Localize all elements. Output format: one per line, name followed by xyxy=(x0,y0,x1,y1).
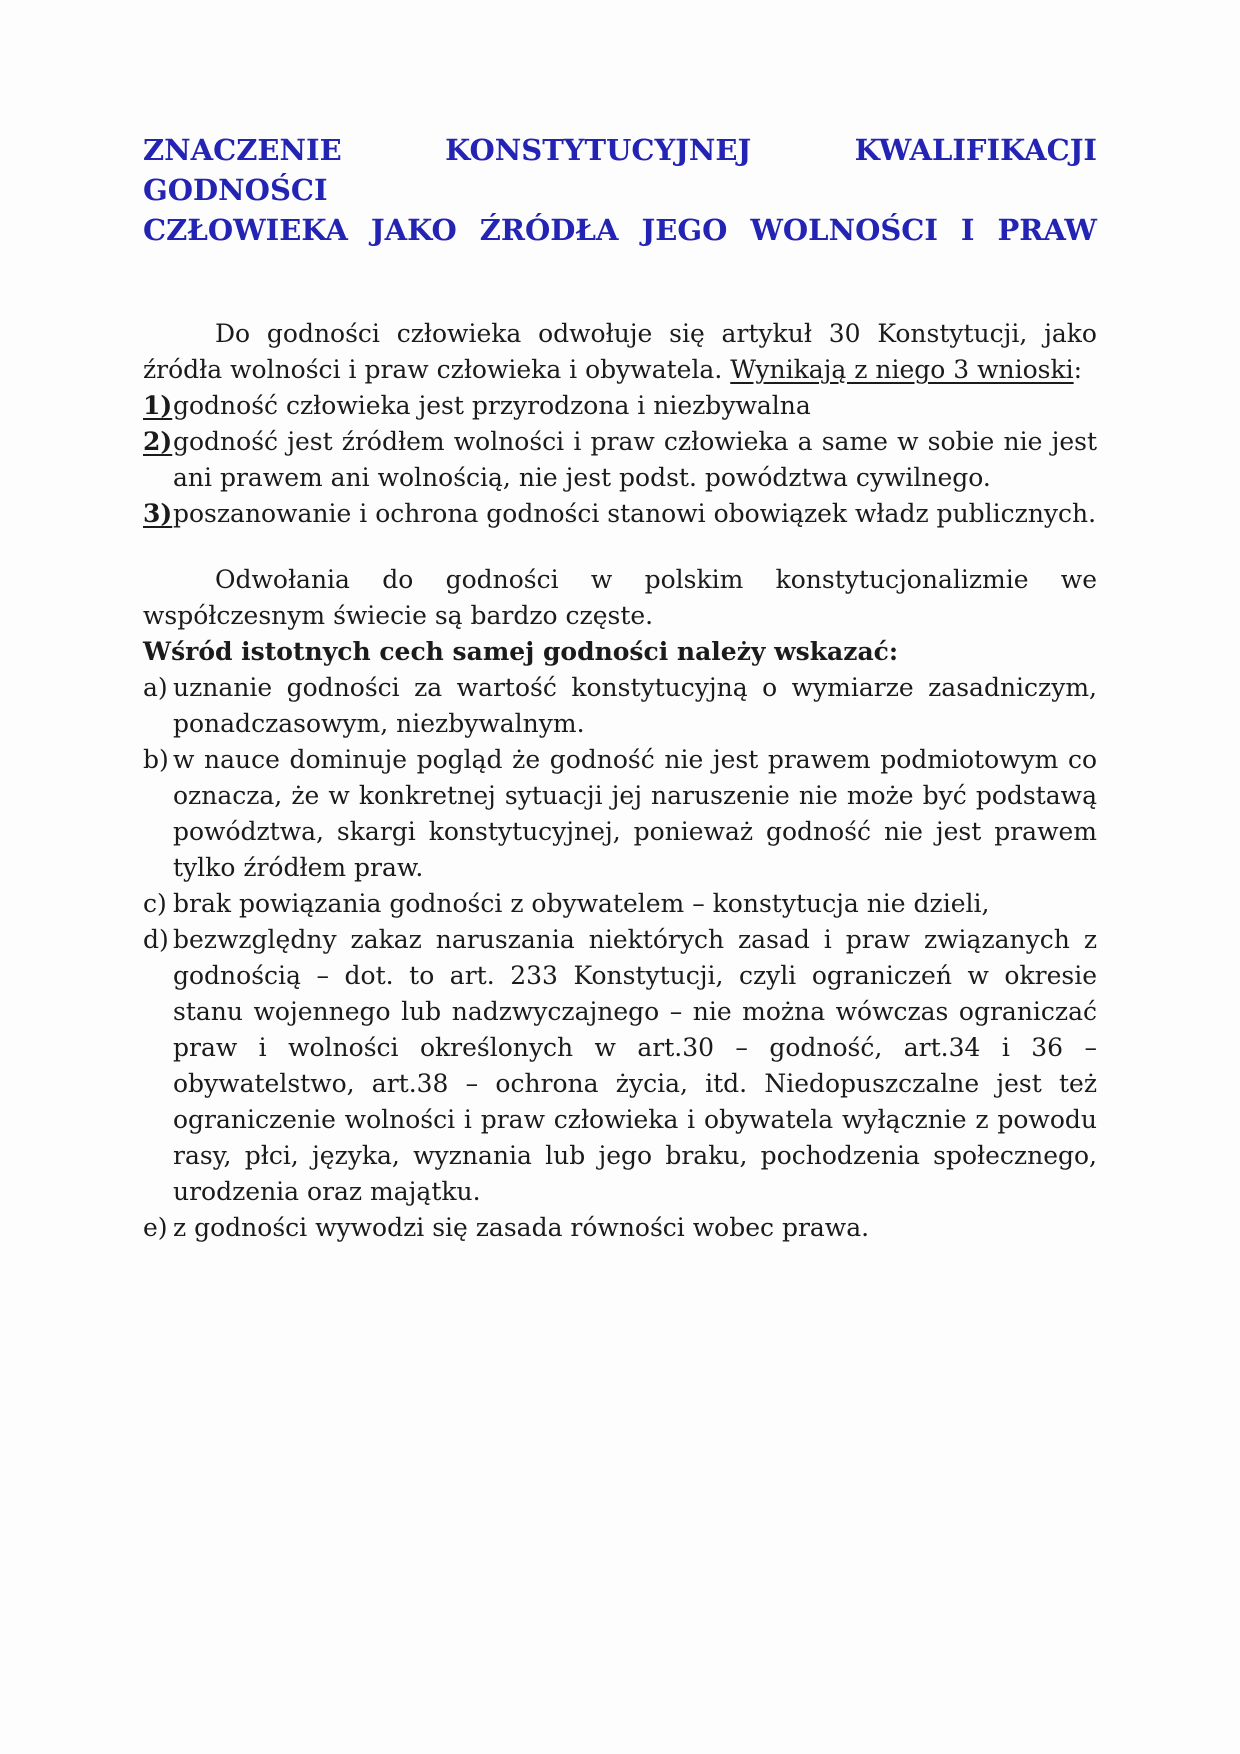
numbered-list-marker-1: 1) xyxy=(143,391,173,420)
numbered-list-text-1: godność człowieka jest przyrodzona i niezbywalna xyxy=(173,391,811,420)
title-line-2: CZŁOWIEKA JAKO ŹRÓDŁA JEGO WOLNOŚCI I PRAW xyxy=(143,213,1097,247)
intro-suffix: : xyxy=(1073,355,1083,384)
numbered-list-text-2: godność jest źródłem wolności i praw człowieka a same w sobie nie jest ani prawem ani wolnością, nie jest podst. powództwa cywilnego. xyxy=(173,427,1097,492)
lettered-list-text-d: bezwzględny zakaz naruszania niektórych zasad i praw związanych z godnością – dot. to art. 233 Konstytucji, czyli ograniczeń w okresie stanu wojennego lub nadzwyczajnego – nie można wówczas ograniczać praw i wolności określonych w art.30 – godność, art.34 i 36 – obywatelstwo, art.38 – ochrona życia, itd. Niedopuszczalne jest też ograniczenie wolności i praw człowieka i obywatela wyłącznie z powodu rasy, płci, języka, wyznania lub jego braku, pochodzenia społecznego, urodzenia oraz majątku. xyxy=(173,925,1097,1206)
numbered-list-text-3: poszanowanie i ochrona godności stanowi obowiązek władz publicznych. xyxy=(173,499,1097,528)
intro-paragraph xyxy=(143,316,1097,388)
lettered-list-text-c: brak powiązania godności z obywatelem – konstytucja nie dzieli, xyxy=(173,889,990,918)
intro-text: Do godności człowieka odwołuje się artykuł 30 Konstytucji, jako źródła wolności i praw człowieka i obywatela. xyxy=(143,319,1097,384)
lettered-list-marker-d: d) xyxy=(143,925,169,954)
lettered-list-item-c xyxy=(143,886,1097,922)
lettered-list-item-a xyxy=(143,670,1097,742)
numbered-list-item-1 xyxy=(143,388,1097,424)
numbered-list xyxy=(143,388,1097,532)
lettered-list-item-e xyxy=(143,1210,1097,1246)
numbered-list-item-2 xyxy=(143,424,1097,496)
numbered-list-item-3 xyxy=(143,496,1097,532)
lettered-list-text-b: w nauce dominuje pogląd że godność nie jest prawem podmiotowym co oznacza, że w konkretnej sytuacji jej naruszenie nie może być podstawą powództwa, skargi konstytucyjnej, ponieważ godność nie jest prawem tylko źródłem praw. xyxy=(173,745,1097,882)
lettered-list-item-b xyxy=(143,742,1097,886)
paragraph-spacer xyxy=(143,532,1097,562)
features-heading: Wśród istotnych cech samej godności należy wskazać: xyxy=(143,637,899,666)
lettered-list-text-a: uznanie godności za wartość konstytucyjną o wymiarze zasadniczym, ponadczasowym, niezbywalnym. xyxy=(173,673,1097,738)
numbered-list-marker-2: 2) xyxy=(143,427,173,456)
lettered-list-marker-a: a) xyxy=(143,673,168,702)
lettered-list-marker-c: c) xyxy=(143,889,167,918)
second-paragraph: Odwołania do godności w polskim konstytucjonalizmie we współczesnym świecie są bardzo częste. xyxy=(143,565,1097,630)
numbered-list-marker-3: 3) xyxy=(143,499,173,528)
lettered-list-item-d xyxy=(143,922,1097,1210)
lettered-list-marker-e: e) xyxy=(143,1213,168,1242)
lettered-list-text-e: z godności wywodzi się zasada równości wobec prawa. xyxy=(173,1213,870,1242)
document-title xyxy=(143,130,1097,250)
title-line-1: ZNACZENIE KONSTYTUCYJNEJ KWALIFIKACJI GODNOŚCI xyxy=(143,133,1097,207)
intro-underlined-phrase: Wynikają z niego 3 wnioski xyxy=(730,355,1074,384)
lettered-list-marker-b: b) xyxy=(143,745,169,774)
lettered-list xyxy=(143,670,1097,1246)
